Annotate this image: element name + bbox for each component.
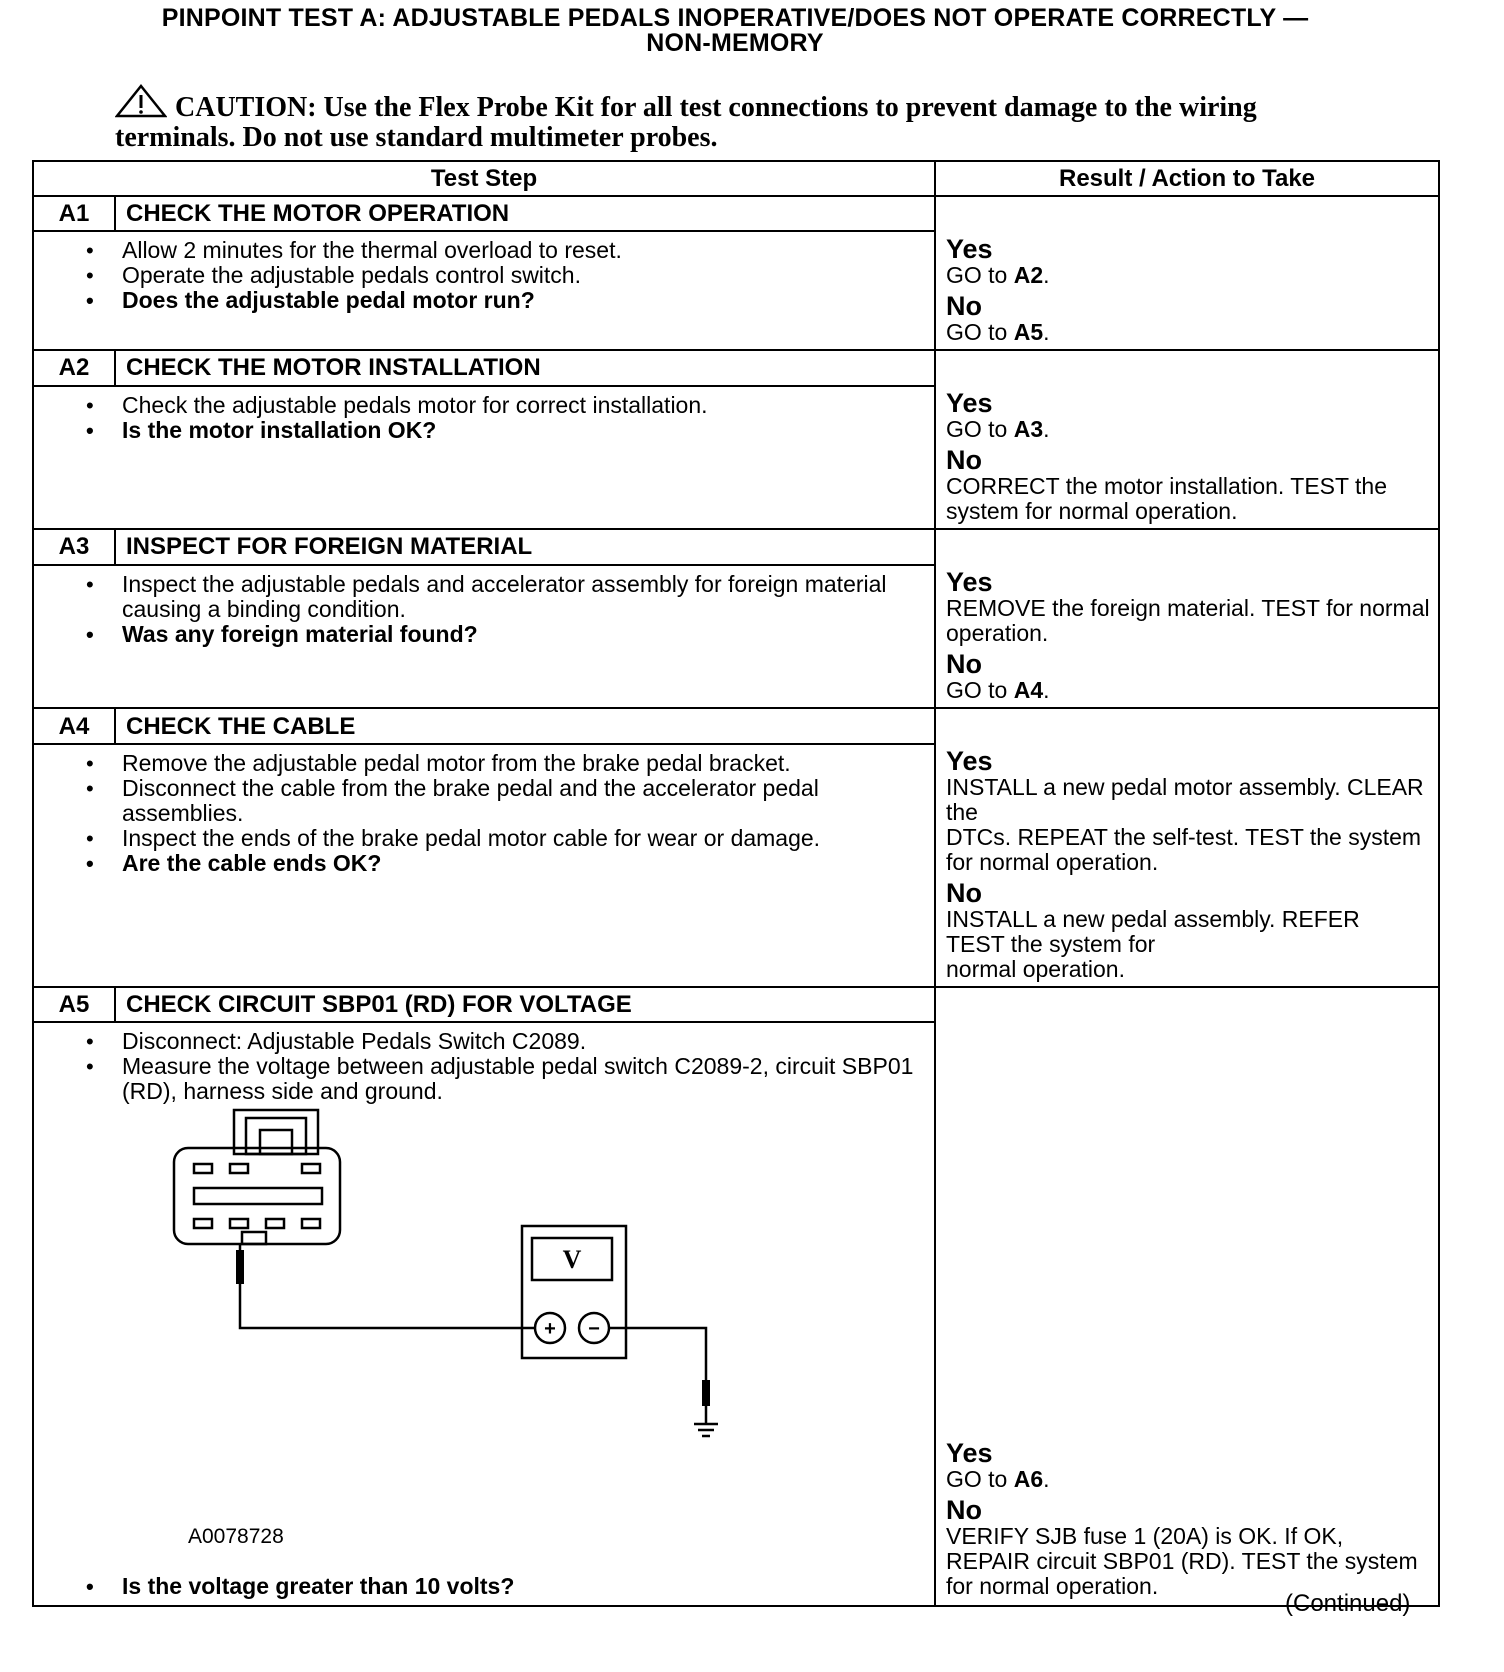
voltmeter-label: V — [562, 1245, 582, 1274]
test-lead-positive — [240, 1284, 535, 1328]
yes-label: Yes — [946, 234, 993, 264]
step-a1-result — [935, 196, 1439, 350]
step-title: CHECK THE MOTOR INSTALLATION — [115, 350, 935, 386]
list-item: • Inspect the ends of the brake pedal motor cable for wear or damage. — [122, 826, 924, 851]
step-a4-result — [935, 708, 1439, 987]
step-question: • Is the voltage greater than 10 volts? — [122, 1574, 924, 1599]
title-line-1: PINPOINT TEST A: ADJUSTABLE PEDALS INOPERATIVE/DOES NOT OPERATE CORRECTLY — — [161, 4, 1309, 32]
no-action-line: TEST the system for — [946, 931, 1156, 957]
step-a2-result — [935, 350, 1439, 529]
step-id: A4 — [33, 708, 115, 744]
voltage-measurement-diagram — [122, 1104, 924, 1574]
step-id: A1 — [33, 196, 115, 231]
table-header-row — [33, 161, 1439, 196]
step-link-a4[interactable]: A4 — [1013, 677, 1044, 703]
step-title: INSPECT FOR FOREIGN MATERIAL — [115, 529, 935, 565]
connector-voltmeter-figure — [34, 1104, 854, 1514]
yes-label: Yes — [946, 746, 993, 776]
step-title: CHECK CIRCUIT SBP01 (RD) FOR VOLTAGE — [115, 987, 935, 1022]
caution-notice — [115, 84, 1375, 153]
yes-action-line: DTCs. REPEAT the self-test. TEST the system for normal operation. — [946, 824, 1422, 875]
no-label: No — [946, 1495, 982, 1525]
probe-tip — [702, 1380, 710, 1406]
pinpoint-test-table — [32, 160, 1440, 1607]
step-a5-result — [935, 987, 1439, 1606]
no-action: GO to A5. — [946, 319, 1050, 345]
page-title — [0, 6, 1470, 56]
step-a4-body — [33, 744, 935, 987]
yes-action: GO to A2. — [946, 262, 1050, 288]
step-a1-title-row — [33, 196, 1439, 231]
minus-sign: − — [588, 1318, 600, 1340]
step-a4-title-row — [33, 708, 1439, 744]
step-link-a6[interactable]: A6 — [1013, 1466, 1044, 1492]
step-a3-title-row — [33, 529, 1439, 565]
yes-action: GO to A3. — [946, 416, 1050, 442]
step-a3-body — [33, 565, 935, 708]
header-result-action: Result / Action to Take — [935, 161, 1439, 196]
step-a3-result — [935, 529, 1439, 708]
yes-action: GO to A6. — [946, 1466, 1050, 1492]
list-item: • Check the adjustable pedals motor for correct installation. — [122, 393, 924, 418]
caution-text: CAUTION: Use the Flex Probe Kit for all test connections to prevent damage to the wiring terminals. Do not use standard multimeter probes. — [115, 92, 1257, 153]
yes-label: Yes — [946, 1438, 993, 1468]
list-item: • Disconnect: Adjustable Pedals Switch C2089. — [122, 1029, 924, 1054]
yes-action: REMOVE the foreign material. TEST for normal operation. — [946, 595, 1430, 646]
no-action: VERIFY SJB fuse 1 (20A) is OK. If OK, REPAIR circuit SBP01 (RD). TEST the system for normal operation. — [946, 1523, 1418, 1599]
connector-c2089 — [174, 1148, 340, 1244]
connector-pin-2 — [230, 1219, 248, 1228]
test-lead-negative — [609, 1328, 706, 1380]
connector-pin — [194, 1219, 212, 1228]
no-action: GO to A4. — [946, 677, 1050, 703]
list-item: • Disconnect the cable from the brake pedal and the accelerator pedal assemblies. — [122, 776, 924, 826]
header-test-step: Test Step — [33, 161, 935, 196]
connector-pin — [266, 1219, 284, 1228]
continued-label: (Continued) — [1285, 1590, 1411, 1617]
no-action-line: INSTALL a new pedal assembly. REFER — [946, 906, 1360, 932]
step-title: CHECK THE CABLE — [115, 708, 935, 744]
step-link-a2[interactable]: A2 — [1013, 262, 1044, 288]
no-action: CORRECT the motor installation. TEST the system for normal operation. — [946, 473, 1388, 524]
yes-label: Yes — [946, 388, 993, 418]
title-line-2: NON-MEMORY — [646, 29, 824, 57]
list-item: • Inspect the adjustable pedals and accelerator assembly for foreign material causing a binding condition. — [122, 572, 924, 622]
warning-triangle-icon — [115, 84, 167, 118]
no-action-line: normal operation. — [946, 956, 1125, 982]
probe-tip — [236, 1250, 244, 1284]
figure-id: A0078728 — [188, 1525, 284, 1548]
step-a5-body — [33, 1022, 935, 1606]
no-label: No — [946, 649, 982, 679]
list-item: • Allow 2 minutes for the thermal overload to reset. — [122, 238, 924, 263]
step-a5-title-row — [33, 987, 1439, 1022]
step-a1-body — [33, 231, 935, 350]
no-label: No — [946, 291, 982, 321]
step-link-a5[interactable]: A5 — [1013, 319, 1044, 345]
yes-action-line: INSTALL a new pedal motor assembly. CLEAR the — [946, 774, 1424, 825]
step-a2-title-row — [33, 350, 1439, 386]
no-label: No — [946, 878, 982, 908]
step-question: • Is the motor installation OK? — [122, 418, 924, 443]
step-link-a3[interactable]: A3 — [1013, 416, 1044, 442]
step-id: A3 — [33, 529, 115, 565]
step-a2-body — [33, 386, 935, 529]
list-item: • Operate the adjustable pedals control switch. — [122, 263, 924, 288]
step-title: CHECK THE MOTOR OPERATION — [115, 196, 935, 231]
step-id: A2 — [33, 350, 115, 386]
step-question: • Does the adjustable pedal motor run? — [122, 288, 924, 313]
step-question: • Was any foreign material found? — [122, 622, 924, 647]
yes-label: Yes — [946, 567, 993, 597]
list-item: • Measure the voltage between adjustable pedal switch C2089-2, circuit SBP01 (RD), harness side and ground. — [122, 1054, 924, 1104]
connector-pin — [302, 1219, 320, 1228]
step-question: • Are the cable ends OK? — [122, 851, 924, 876]
step-id: A5 — [33, 987, 115, 1022]
plus-sign: + — [544, 1318, 556, 1340]
list-item: • Remove the adjustable pedal motor from the brake pedal bracket. — [122, 751, 924, 776]
no-label: No — [946, 445, 982, 475]
